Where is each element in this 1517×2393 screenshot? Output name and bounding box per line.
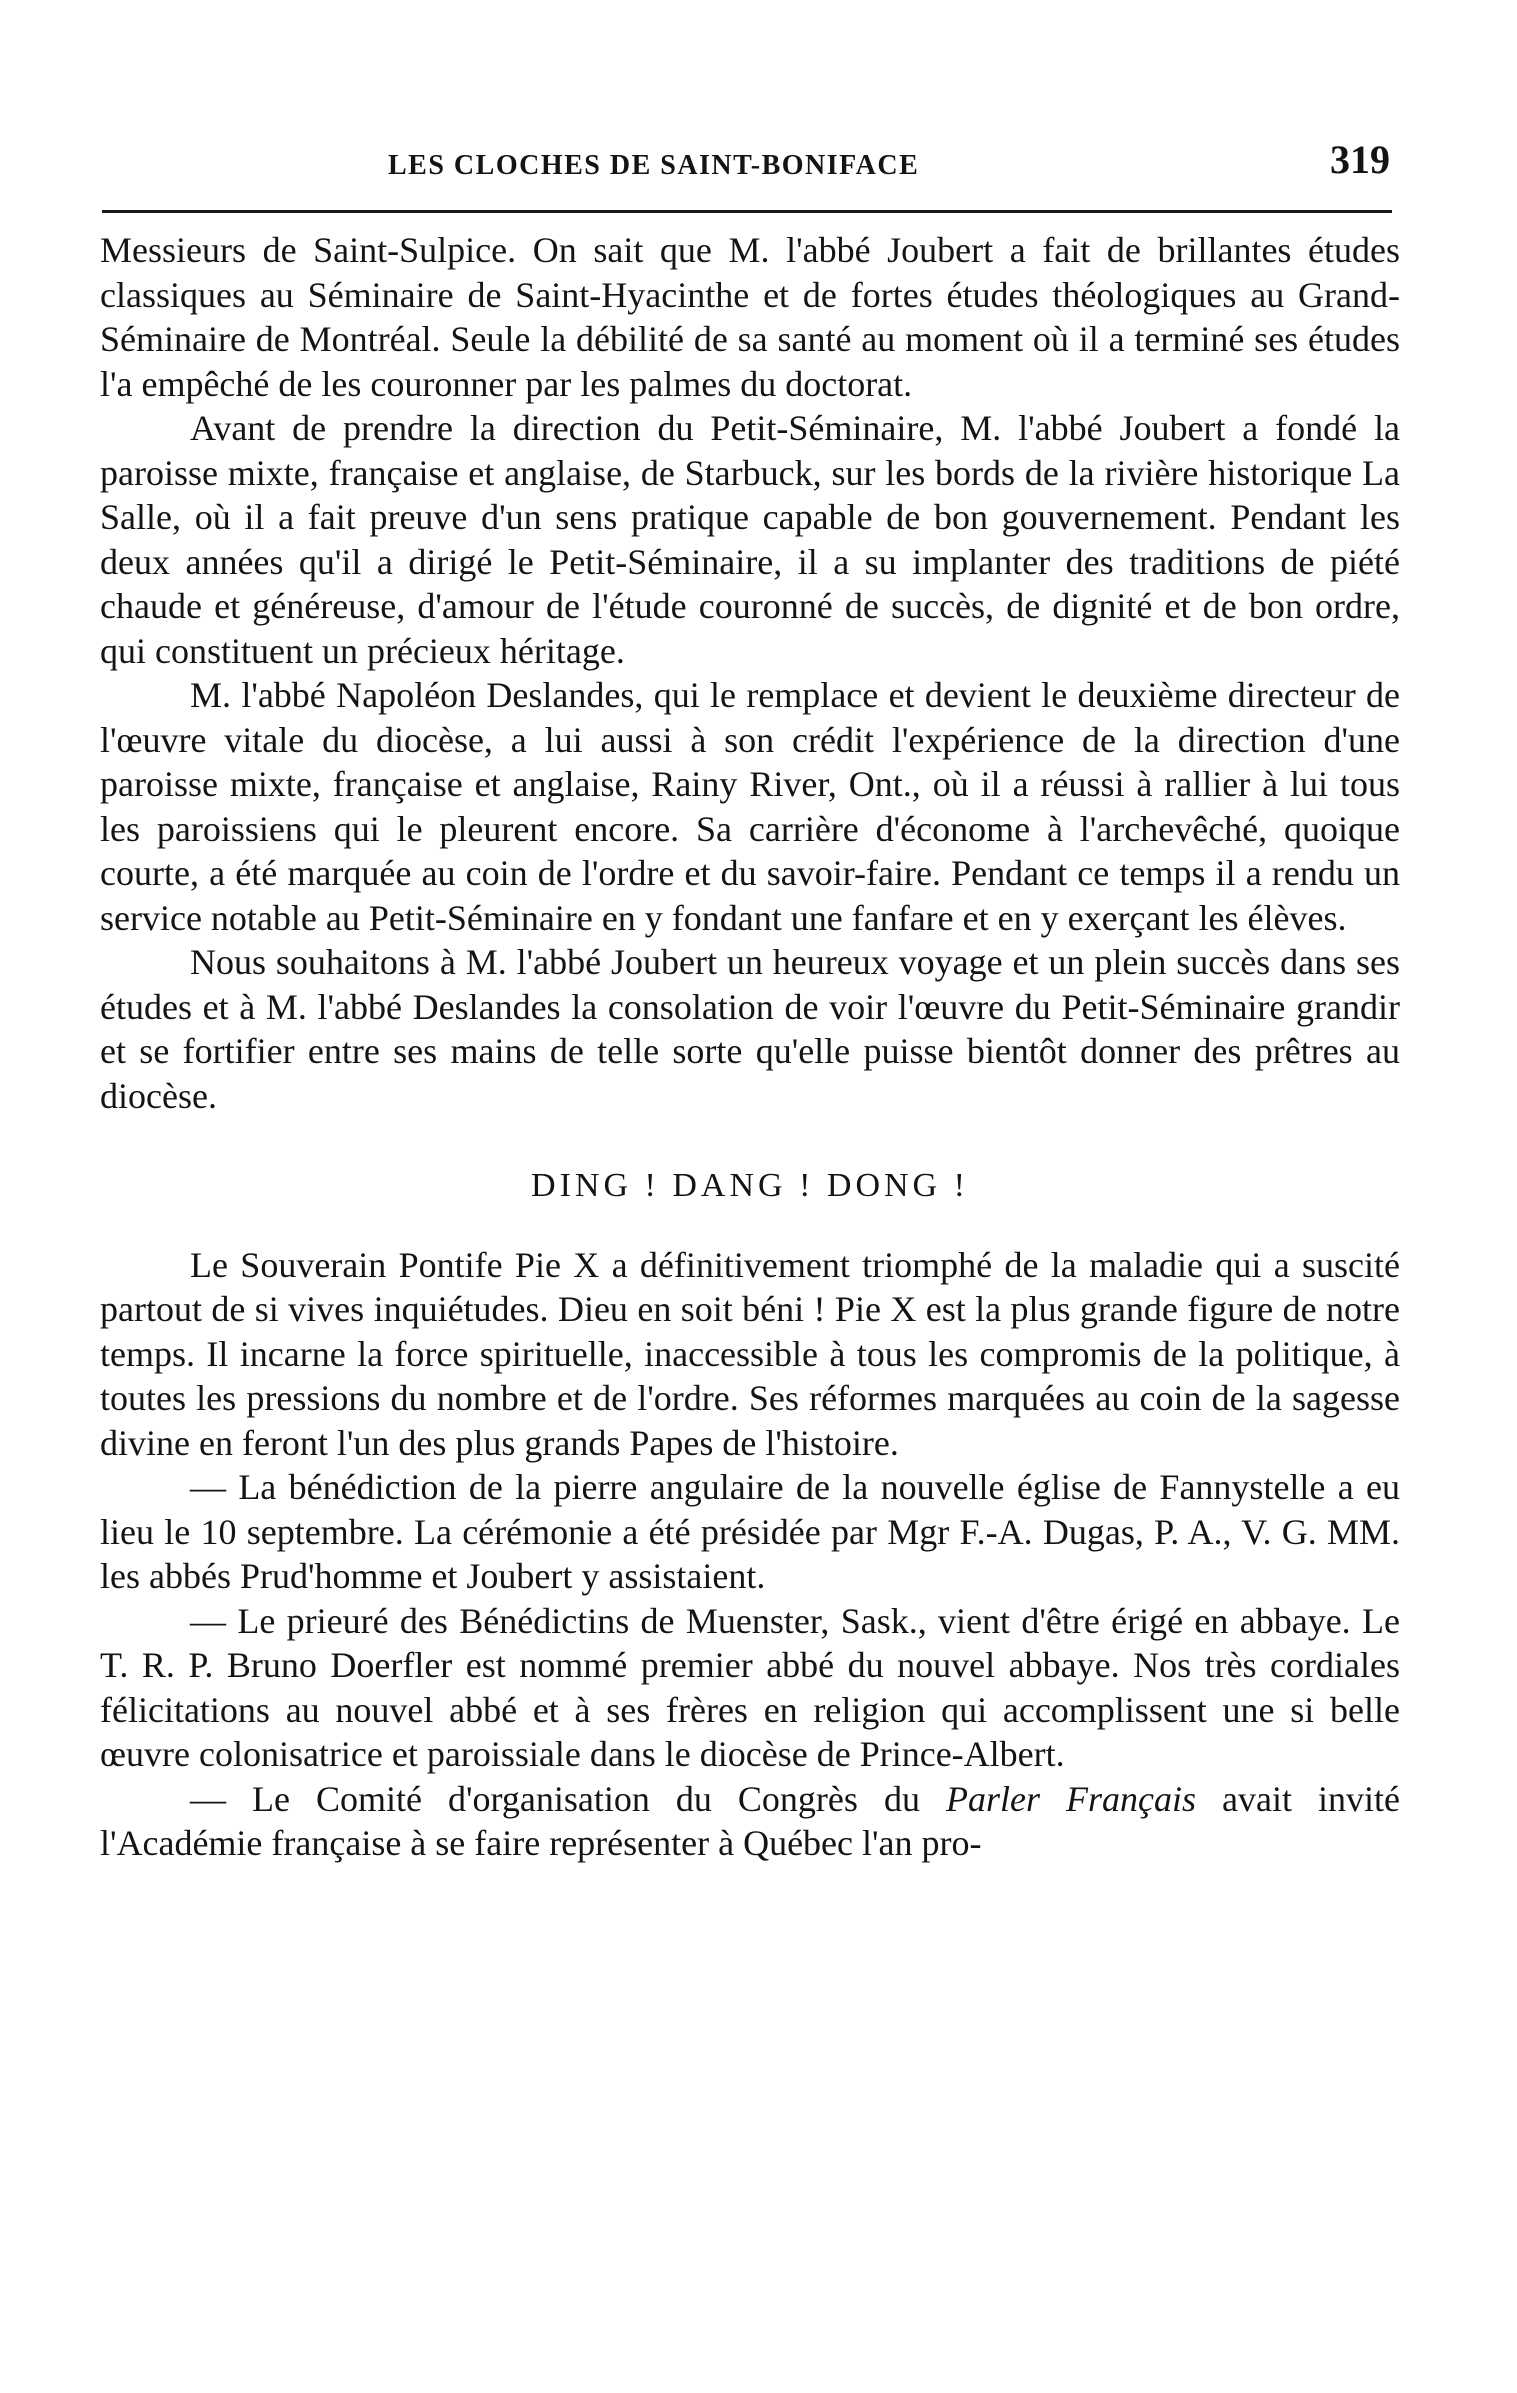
paragraph-muenster: — Le prieuré des Bénédictins de Muenster, Sask., vient d'être érigé en abbaye. Le T. R. P. Bruno Doerfler est nommé premier abbé du nouvel abbaye. Nos très cordiales félicitations au nouvel abbé et à ses frères en religion qui accomplissent une si belle œuvre colonisatrice et paroissiale dans le diocèse de Prince-Albert. xyxy=(100,1600,1400,1774)
section-title: DING ! DANG ! DONG ! xyxy=(531,1167,969,1204)
paragraph-wishes: Nous souhaitons à M. l'abbé Joubert un heureux voyage et un plein succès dans ses études et à M. l'abbé Deslandes la consolation de voir l'œuvre du Petit-Séminaire grandir et se fortifier entre ses mains de telle sorte qu'elle puisse bientôt donner des prêtres au diocèse. xyxy=(100,942,1400,1116)
congres-text-end: avait invité l'Académie française à se faire représenter à Québec l'an pro- xyxy=(100,1778,1400,1863)
page-number: 319 xyxy=(1330,137,1390,182)
running-head xyxy=(100,120,1420,190)
congres-text-start: — Le Comité d'organisation du Congrès du xyxy=(190,1778,946,1819)
congres-italic-title: Parler Français xyxy=(945,1778,1196,1819)
paragraph-continuation: Messieurs de Saint-Sulpice. On sait que M. l'abbé Joubert a fait de brillantes études classiques au Séminaire de Saint-Hyacinthe et de fortes études théologiques au Grand-Séminaire de Montréal. Seule la débilité de sa santé au moment où il a terminé ses études l'a empêché de les couronner par les palmes du doctorat. xyxy=(100,230,1400,404)
paragraph-deslandes: M. l'abbé Napoléon Deslandes, qui le remplace et devient le deuxième directeur de l'œuvre vitale du diocèse, a lui aussi à son crédit l'expérience de la direction d'une paroisse mixte, française et anglaise, Rainy River, Ont., où il a réussi à rallier à lui tous les paroissiens qui le pleurent encore. Sa carrière d'économe à l'archevêché, quoique courte, a été marquée au coin de l'ordre et du savoir-faire. Pendant ce temps il a rendu un service notable au Petit-Séminaire en y fondant une fanfare et en y exerçant les élèves. xyxy=(100,675,1400,938)
paragraph-joubert: Avant de prendre la direction du Petit-Séminaire, M. l'abbé Joubert a fondé la paroisse mixte, française et anglaise, de Starbuck, sur les bords de la rivière historique La Salle, où il a fait preuve d'un sens pratique capable de bon gouvernement. Pendant les deux années qu'il a dirigé le Petit-Séminaire, il a su implanter des traditions de piété chaude et généreuse, d'amour de l'étude couronné de succès, de dignité et de bon ordre, qui constituent un précieux héritage. xyxy=(100,408,1400,671)
paragraph-congres xyxy=(100,1777,1400,1866)
body-text xyxy=(100,228,1400,1866)
page xyxy=(100,120,1420,1863)
running-title: LES CLOCHES DE SAINT-BONIFACE xyxy=(388,150,920,181)
paragraph-fannystelle: — La bénédiction de la pierre angulaire de la nouvelle église de Fannystelle a eu lieu le 10 septembre. La cérémonie a été présidée par Mgr F.-A. Dugas, P. A., V. G. MM. les abbés Prud'homme et Joubert y assistaient. xyxy=(100,1467,1400,1596)
header-rule xyxy=(102,210,1392,213)
paragraph-pope: Le Souverain Pontife Pie X a définitivement triomphé de la maladie qui a suscité partout de si vives inquiétudes. Dieu en soit béni ! Pie X est la plus grande figure de notre temps. Il incarne la force spirituelle, inaccessible à tous les compromis de la politique, à toutes les pressions du nombre et de l'ordre. Ses réformes marquées au coin de la sagesse divine en feront l'un des plus grands Papes de l'histoire. xyxy=(100,1244,1400,1463)
